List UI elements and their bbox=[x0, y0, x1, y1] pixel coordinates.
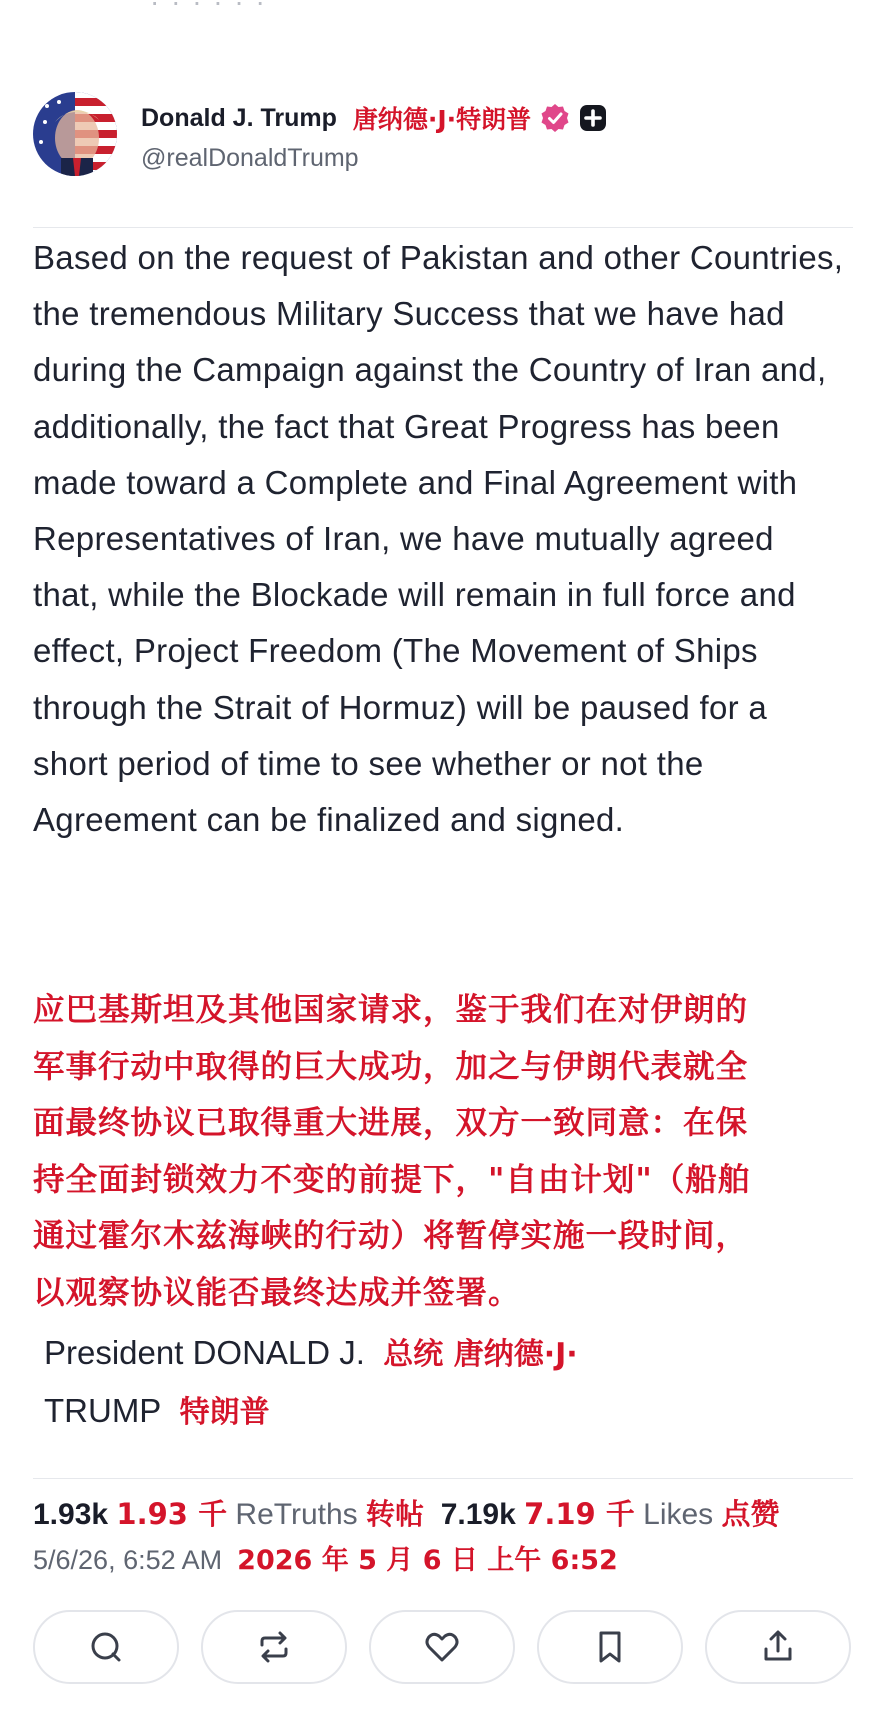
translation-line: 应巴基斯坦及其他国家请求，鉴于我们在对伊朗的 bbox=[33, 992, 749, 1028]
likes-label[interactable]: Likes bbox=[643, 1498, 714, 1531]
signature-en: President DONALD J. bbox=[44, 1334, 365, 1371]
author-handle[interactable]: @realDonaldTrump bbox=[141, 144, 359, 172]
post-timestamp bbox=[33, 1538, 833, 1583]
author-display-name[interactable]: Donald J. Trump bbox=[141, 103, 337, 132]
signature-line-1 bbox=[44, 1325, 744, 1383]
translation-line: 军事行动中取得的巨大成功，加之与伊朗代表就全 bbox=[33, 1048, 749, 1085]
retruth-button[interactable] bbox=[201, 1610, 347, 1684]
avatar[interactable] bbox=[33, 92, 117, 176]
timestamp-translation: 2026 年 5 月 6 日 上午 6:52 bbox=[237, 1545, 618, 1576]
signature-cn: 总统 唐纳德·J· bbox=[383, 1337, 578, 1372]
translation-line: 面最终协议已取得重大进展，双方一致同意：在保 bbox=[33, 1105, 749, 1141]
translation-line: 通过霍尔木兹海峡的行动）将暂停实施一段时间， bbox=[33, 1218, 749, 1254]
avatar-image bbox=[33, 92, 117, 176]
retruths-count-translation: 1.93 千 bbox=[116, 1497, 228, 1531]
retruth-icon bbox=[255, 1628, 293, 1666]
reply-button[interactable] bbox=[33, 1610, 179, 1684]
author-name-line bbox=[141, 98, 607, 138]
retruths-label[interactable]: ReTruths bbox=[235, 1498, 358, 1531]
translation-line: 持全面封锁效力不变的前提下，"自由计划"（船舶 bbox=[33, 1161, 751, 1198]
share-icon bbox=[759, 1628, 797, 1666]
share-button[interactable] bbox=[705, 1610, 851, 1684]
post-body-chinese-translation bbox=[33, 982, 848, 1321]
post-action-bar bbox=[33, 1610, 853, 1686]
translation-line: 以观察协议能否最终达成并签署。 bbox=[33, 1274, 521, 1311]
bookmark-button[interactable] bbox=[537, 1610, 683, 1684]
header-divider bbox=[33, 227, 853, 228]
reply-icon bbox=[87, 1628, 125, 1666]
likes-label-translation: 点赞 bbox=[721, 1497, 780, 1531]
retruths-count[interactable]: 1.93k bbox=[33, 1498, 109, 1531]
post-stats bbox=[33, 1492, 863, 1537]
bookmark-icon bbox=[591, 1628, 629, 1666]
scrolled-content-fragment: · · · · · · bbox=[150, 0, 267, 17]
likes-count-translation: 7.19 千 bbox=[524, 1497, 635, 1531]
post-header bbox=[33, 92, 853, 178]
author-display-name-translation: 唐纳德·J·特朗普 bbox=[352, 105, 532, 134]
signature-line-2 bbox=[44, 1383, 744, 1441]
retruths-label-translation: 转帖 bbox=[366, 1497, 425, 1531]
signature-cn: 特朗普 bbox=[179, 1395, 270, 1430]
verified-badge-icon bbox=[539, 102, 571, 134]
truth-plus-badge-icon bbox=[579, 104, 607, 132]
likes-count[interactable]: 7.19k bbox=[440, 1498, 516, 1531]
like-button[interactable] bbox=[369, 1610, 515, 1684]
post-signature bbox=[44, 1325, 744, 1441]
like-icon bbox=[423, 1628, 461, 1666]
signature-en: TRUMP bbox=[44, 1392, 162, 1429]
timestamp-text: 5/6/26, 6:52 AM bbox=[33, 1545, 223, 1575]
post-body-english: Based on the request of Pakistan and other Countries, the tremendous Military Success that we have had during the Campaign against the Country of Iran and, additionally, the fact that Great Progress has been made toward a Complete and Final Agreement with Representatives of Iran, we have mutually agreed that, while the Blockade will remain in full force and effect, Project Freedom (The Movement of Ships through the Strait of Hormuz) will be paused for a short period of time to see whether or not the Agreement can be finalized and signed. bbox=[33, 239, 844, 839]
stats-divider bbox=[33, 1478, 853, 1479]
